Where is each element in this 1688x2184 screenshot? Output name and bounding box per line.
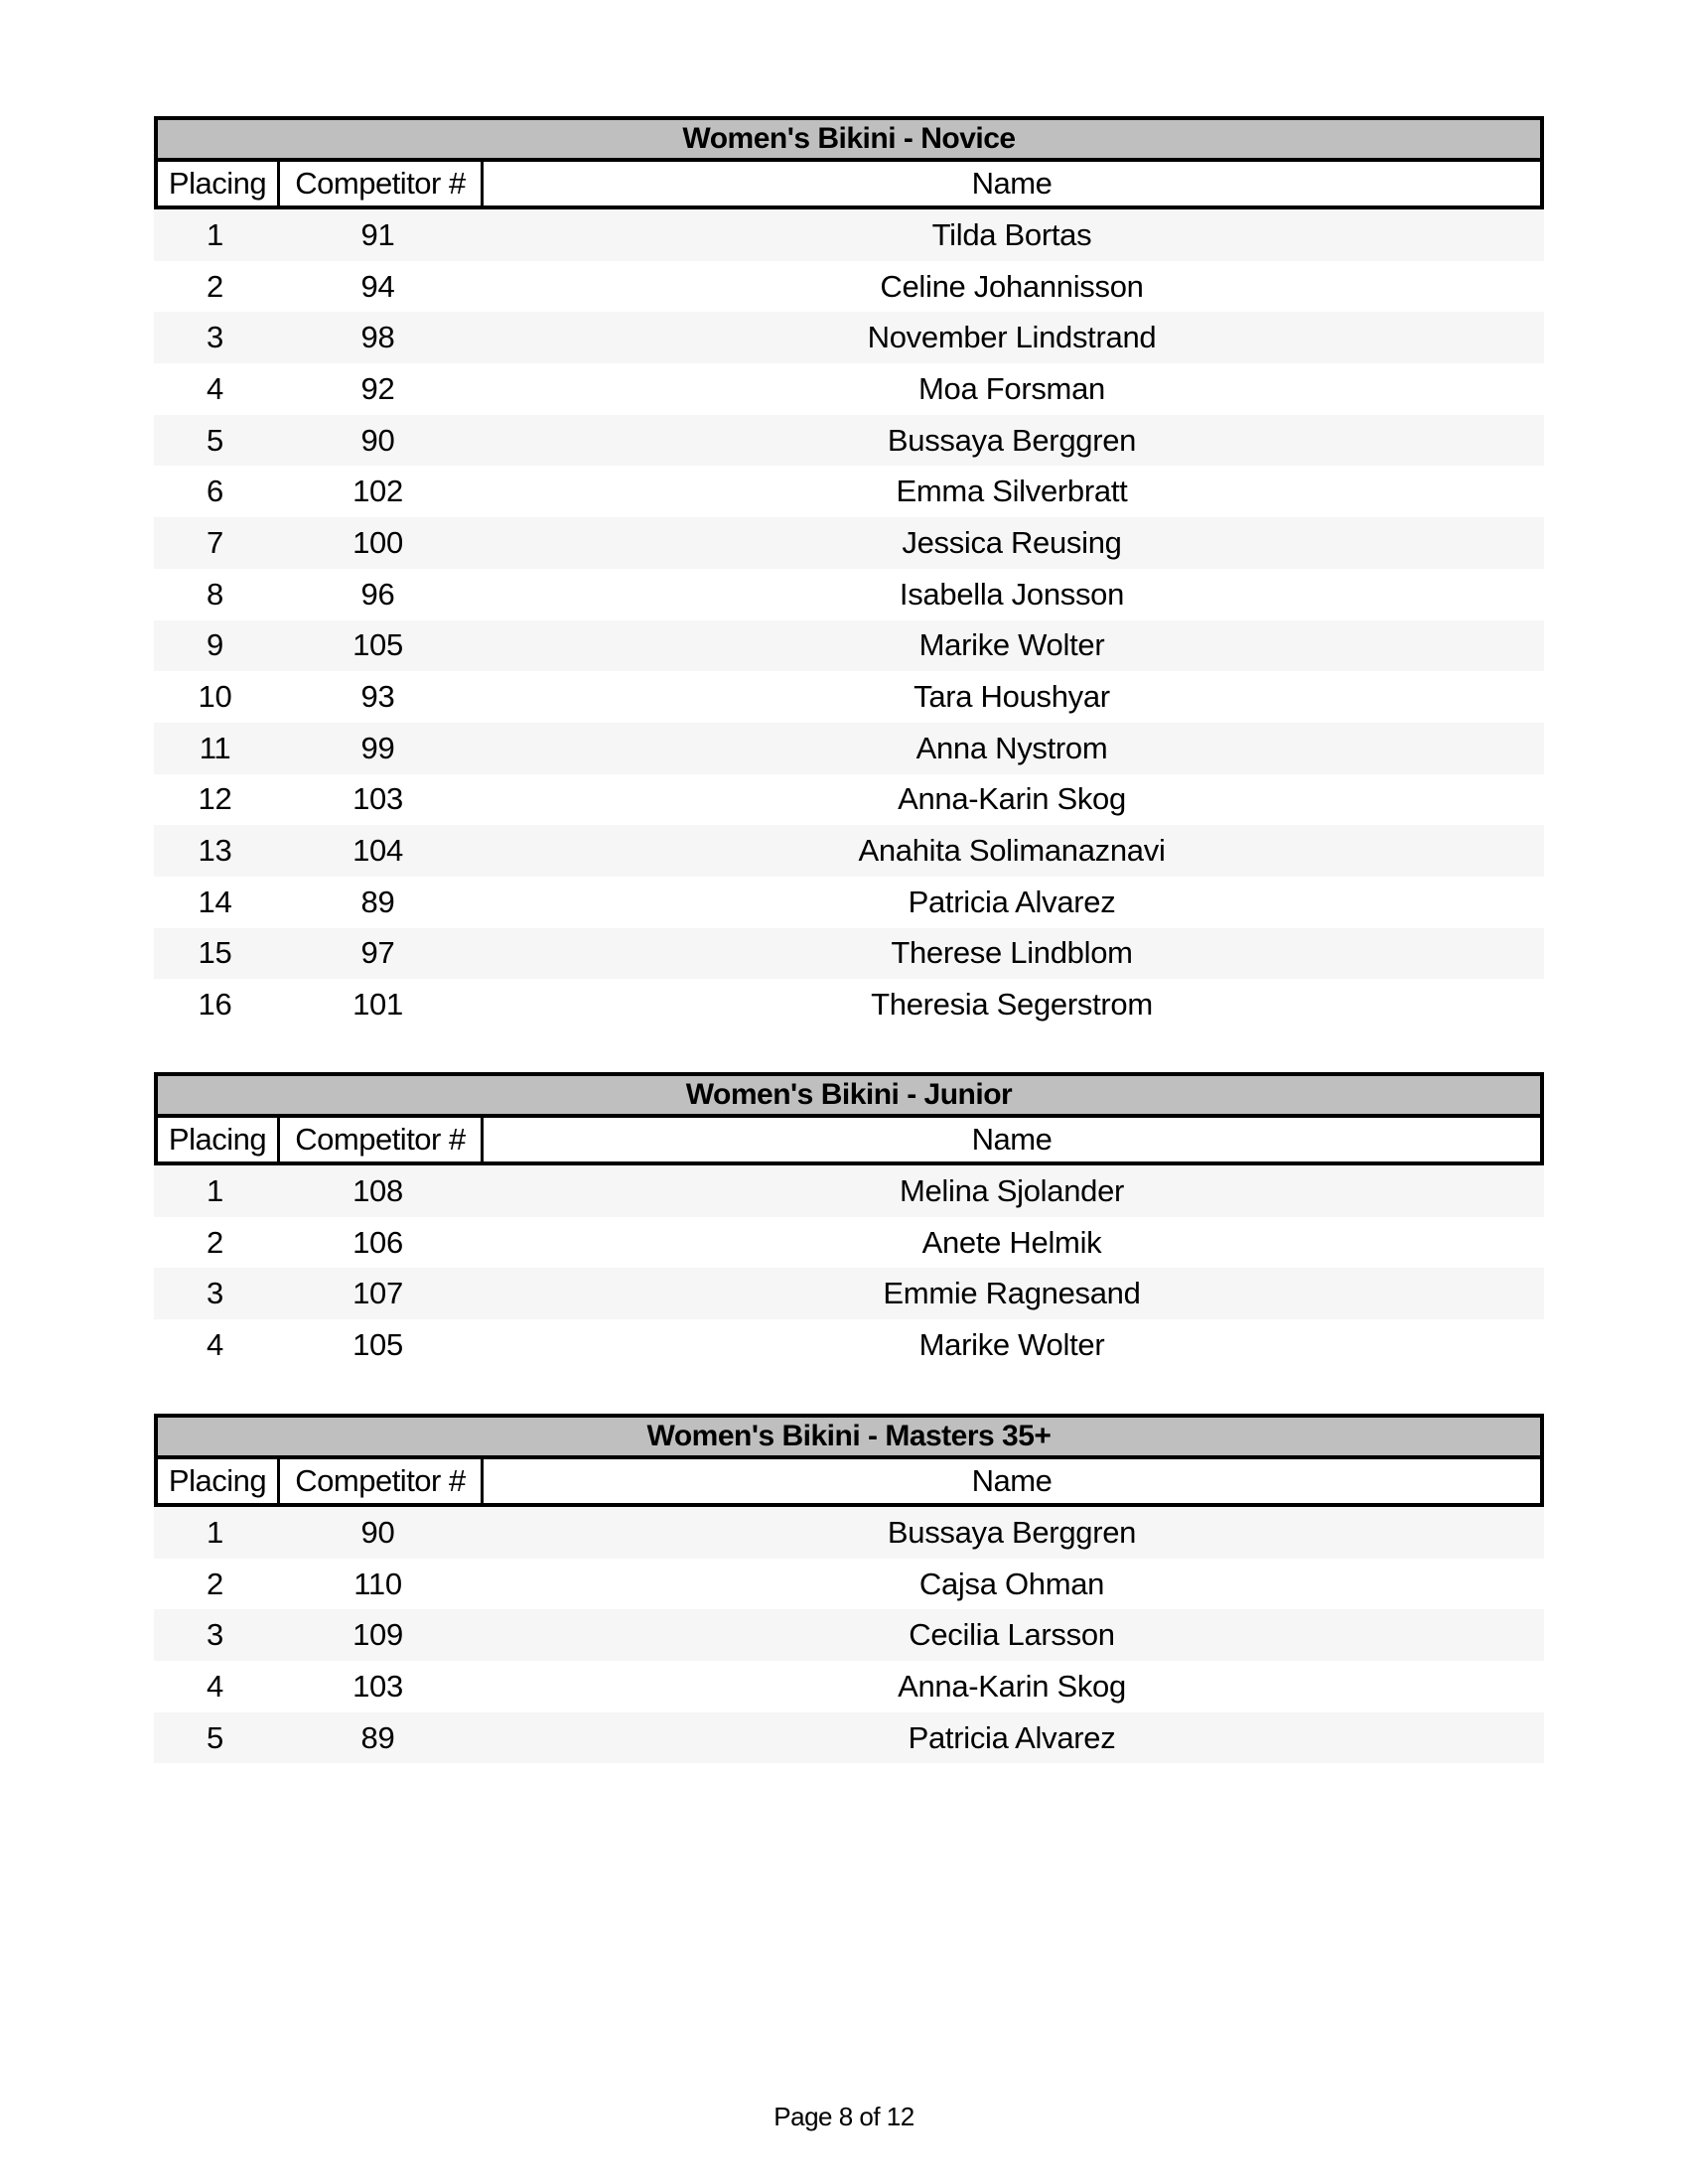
page-number: Page 8 of 12 xyxy=(774,2102,914,2131)
header-competitor: Competitor # xyxy=(280,162,484,205)
placing-cell: 2 xyxy=(207,1566,223,1601)
competitor-number-cell: 107 xyxy=(352,1276,403,1311)
competitor-number-cell: 102 xyxy=(352,474,403,509)
name-cell: Moa Forsman xyxy=(918,370,1105,406)
name-cell: Cajsa Ohman xyxy=(918,1566,1105,1601)
results-table xyxy=(154,116,1544,1030)
table-row xyxy=(154,517,1544,569)
results-table xyxy=(154,1072,1544,1371)
competitor-number-cell: 99 xyxy=(360,730,395,765)
name-cell: November Lindstrand xyxy=(867,320,1157,355)
name-cell: Melina Sjolander xyxy=(899,1172,1125,1208)
competitor-number-cell: 91 xyxy=(360,216,395,252)
placing-cell: 6 xyxy=(207,474,223,509)
header-name: Name xyxy=(971,166,1053,201)
name-cell: Emmie Ragnesand xyxy=(883,1276,1141,1311)
competitor-number-cell: 90 xyxy=(360,422,395,458)
header-competitor: Competitor # xyxy=(280,1459,484,1503)
placing-cell: 3 xyxy=(207,1617,223,1653)
competitor-number-cell: 105 xyxy=(352,627,403,663)
results-table xyxy=(154,1414,1544,1763)
placing-cell: 9 xyxy=(207,627,223,663)
name-cell: Tilda Bortas xyxy=(931,216,1092,252)
placing-cell: 5 xyxy=(207,1719,223,1755)
name-cell: Anna-Karin Skog xyxy=(898,1668,1126,1704)
placing-cell: 3 xyxy=(207,320,223,355)
table-row xyxy=(154,466,1544,517)
placing-cell: 4 xyxy=(207,1668,223,1704)
table-row xyxy=(154,363,1544,415)
competitor-number-cell: 90 xyxy=(360,1514,395,1550)
header-competitor: Competitor # xyxy=(280,1118,484,1161)
table-header-row xyxy=(154,1118,1544,1165)
table-row xyxy=(154,1217,1544,1269)
placing-cell: 1 xyxy=(207,1172,223,1208)
placing-cell: 2 xyxy=(207,268,223,304)
header-name: Name xyxy=(971,1122,1053,1157)
placing-cell: 3 xyxy=(207,1276,223,1311)
name-cell: Marike Wolter xyxy=(918,627,1105,663)
competitor-number-cell: 100 xyxy=(352,524,403,560)
name-cell: Anahita Solimanaznavi xyxy=(858,833,1166,869)
placing-cell: 8 xyxy=(207,576,223,612)
competitor-number-cell: 97 xyxy=(360,935,395,971)
name-cell: Marike Wolter xyxy=(918,1326,1105,1362)
name-cell: Celine Johannisson xyxy=(880,268,1144,304)
table-row xyxy=(154,569,1544,620)
competitor-number-cell: 94 xyxy=(360,268,395,304)
name-cell: Patricia Alvarez xyxy=(908,884,1116,919)
placing-cell: 14 xyxy=(198,884,232,919)
placing-cell: 4 xyxy=(207,1326,223,1362)
table-row xyxy=(154,928,1544,980)
name-cell: Therese Lindblom xyxy=(891,935,1133,971)
table-title: Women's Bikini - Masters 35+ xyxy=(154,1414,1544,1459)
header-placing: Placing xyxy=(158,162,280,205)
competitor-number-cell: 108 xyxy=(352,1172,403,1208)
competitor-number-cell: 98 xyxy=(360,320,395,355)
name-cell: Tara Houshyar xyxy=(914,679,1110,715)
table-title: Women's Bikini - Junior xyxy=(154,1072,1544,1118)
name-cell: Bussaya Berggren xyxy=(887,422,1137,458)
table-row xyxy=(154,774,1544,826)
placing-cell: 16 xyxy=(198,987,232,1023)
header-placing: Placing xyxy=(158,1118,280,1161)
table-row xyxy=(154,1609,1544,1661)
table-body xyxy=(154,209,1544,1030)
placing-cell: 12 xyxy=(198,781,232,817)
competitor-number-cell: 103 xyxy=(352,1668,403,1704)
competitor-number-cell: 96 xyxy=(360,576,395,612)
name-cell: Anna Nystrom xyxy=(915,730,1108,765)
placing-cell: 7 xyxy=(207,524,223,560)
name-cell: Isabella Jonsson xyxy=(899,576,1125,612)
competitor-number-cell: 89 xyxy=(360,884,395,919)
placing-cell: 5 xyxy=(207,422,223,458)
table-title: Women's Bikini - Novice xyxy=(154,116,1544,162)
table-row xyxy=(154,671,1544,723)
table-row xyxy=(154,312,1544,363)
table-row xyxy=(154,1165,1544,1217)
header-name: Name xyxy=(971,1463,1053,1498)
placing-cell: 1 xyxy=(207,1514,223,1550)
competitor-number-cell: 103 xyxy=(352,781,403,817)
name-cell: Emma Silverbratt xyxy=(896,474,1128,509)
name-cell: Bussaya Berggren xyxy=(887,1514,1137,1550)
table-row xyxy=(154,1507,1544,1559)
name-cell: Anete Helmik xyxy=(921,1224,1102,1260)
competitor-number-cell: 106 xyxy=(352,1224,403,1260)
table-row xyxy=(154,979,1544,1030)
table-row xyxy=(154,209,1544,261)
competitor-number-cell: 89 xyxy=(360,1719,395,1755)
placing-cell: 4 xyxy=(207,370,223,406)
table-row xyxy=(154,1712,1544,1764)
table-header-row xyxy=(154,1459,1544,1507)
table-row xyxy=(154,877,1544,928)
table-row xyxy=(154,1268,1544,1319)
placing-cell: 2 xyxy=(207,1224,223,1260)
table-row xyxy=(154,1661,1544,1712)
table-row xyxy=(154,1319,1544,1371)
competitor-number-cell: 110 xyxy=(353,1566,402,1601)
table-header-row xyxy=(154,162,1544,209)
competitor-number-cell: 101 xyxy=(352,987,403,1023)
competitor-number-cell: 109 xyxy=(352,1617,403,1653)
competitor-number-cell: 92 xyxy=(360,370,395,406)
table-row xyxy=(154,825,1544,877)
placing-cell: 15 xyxy=(198,935,232,971)
name-cell: Cecilia Larsson xyxy=(909,1617,1115,1653)
table-row xyxy=(154,620,1544,672)
placing-cell: 1 xyxy=(207,216,223,252)
placing-cell: 10 xyxy=(198,679,232,715)
name-cell: Patricia Alvarez xyxy=(908,1719,1116,1755)
table-row xyxy=(154,261,1544,313)
competitor-number-cell: 104 xyxy=(352,833,403,869)
placing-cell: 13 xyxy=(198,833,232,869)
table-row xyxy=(154,723,1544,774)
competitor-number-cell: 93 xyxy=(360,679,395,715)
name-cell: Theresia Segerstrom xyxy=(871,987,1153,1023)
table-row xyxy=(154,1559,1544,1610)
table-row xyxy=(154,415,1544,467)
name-cell: Anna-Karin Skog xyxy=(898,781,1126,817)
header-placing: Placing xyxy=(158,1459,280,1503)
table-body xyxy=(154,1165,1544,1371)
competitor-number-cell: 105 xyxy=(352,1326,403,1362)
table-body xyxy=(154,1507,1544,1763)
name-cell: Jessica Reusing xyxy=(902,524,1122,560)
placing-cell: 11 xyxy=(199,730,231,765)
